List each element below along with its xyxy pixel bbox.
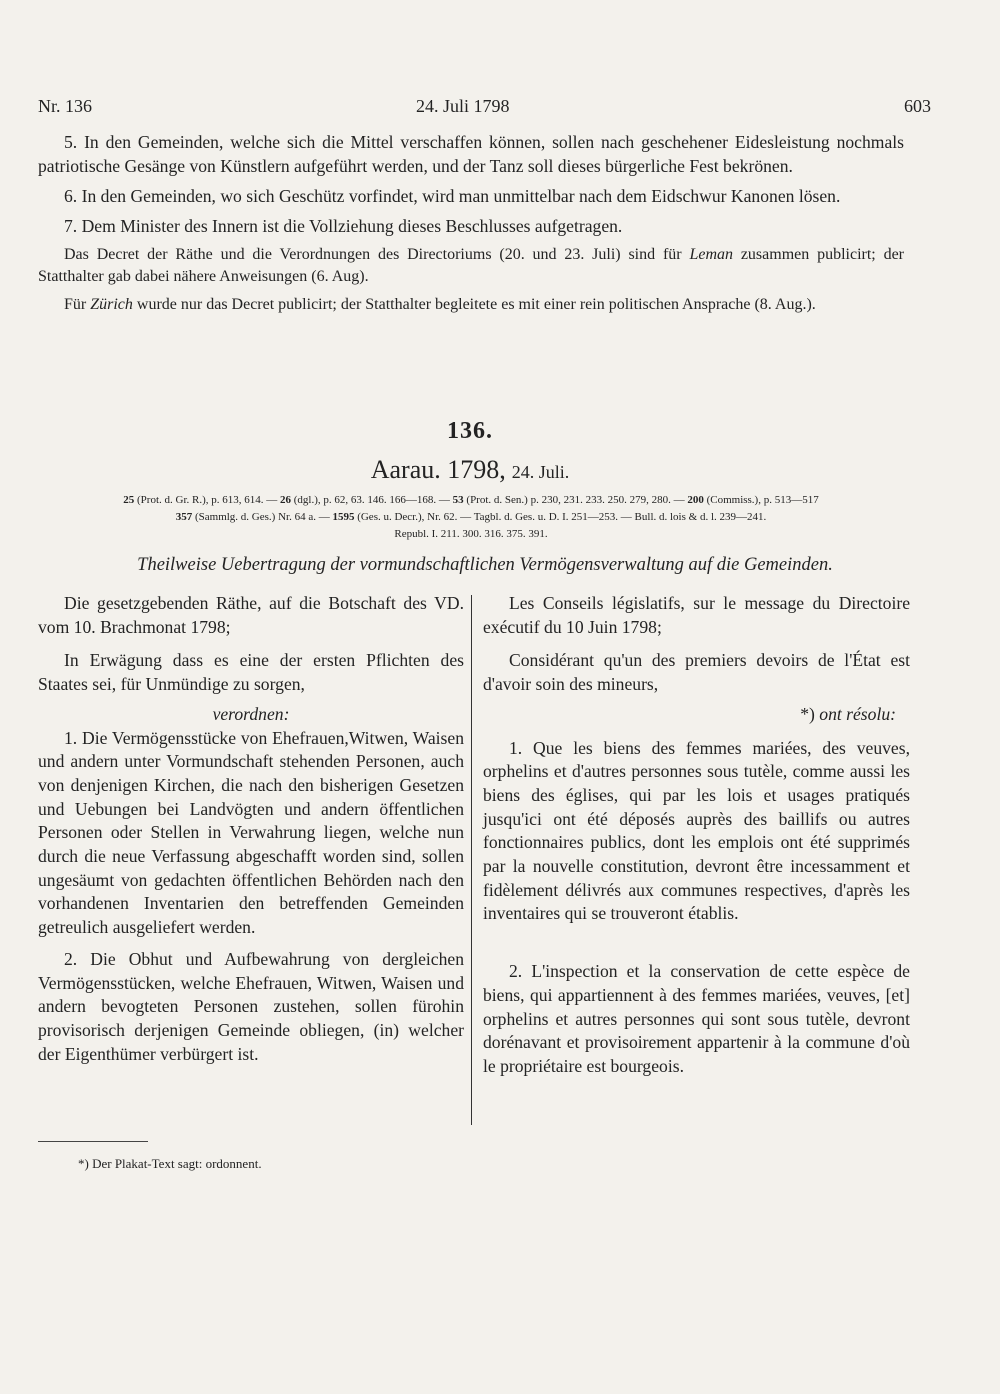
document-number: 136.	[447, 418, 493, 444]
note-place-emphasis: Leman	[689, 246, 733, 263]
document-day: 24. Juli.	[511, 462, 570, 482]
intro-paragraph-6: 6. In den Gemeinden, wo sich Geschütz vorfindet, wird man unmittelbar nach dem Eidschwur Kanonen lösen.	[64, 186, 841, 206]
source-volume: 200	[687, 494, 704, 506]
source-volume: 25	[123, 494, 135, 506]
source-volume: 357	[175, 511, 193, 523]
source-volume: 1595	[332, 511, 355, 523]
french-preamble: Les Conseils législatifs, sur le message du Directoire exécutif du 10 Juin 1798;	[483, 593, 910, 637]
note-text: Für	[64, 296, 91, 313]
source-text: (dgl.), p. 62, 63. 146. 166—168. —	[291, 494, 453, 506]
intro-paragraph-7: 7. Dem Minister des Innern ist die Vollziehung dieses Beschlusses aufgetragen.	[64, 216, 623, 236]
source-text: (Commiss.), p. 513—517	[703, 494, 819, 506]
french-article-2: 2. L'inspection et la conservation de cette espèce de biens, qui appartiennent à des femmes mariées, veuves, [et] orphelins et autres personnes qui sont sous tutèle, devront dorénavant et provisoirement appartenir à la commune d'où le propriétaire est bourgeois.	[483, 961, 910, 1076]
note-text: wurde nur das Decret publicirt; der Statthalter begleitete es mit einer rein politischen Ansprache (8. Aug.).	[132, 296, 816, 313]
german-column	[38, 592, 464, 1066]
source-text: (Prot. d. Sen.) p. 230, 231. 233. 250. 279, 280. —	[463, 494, 688, 506]
header-page-number: 603	[904, 96, 931, 116]
german-article-2: 2. Die Obhut und Aufbewahrung von dergleichen Vermögensstücken, welche Ehefrauen, Witwen, Waisen und andern bevogteten Personen zustehen, sollen fürohin provisorisch derjenigen Gemeinde obliegen, (in) welcher der Eigenthümer verbürgert ist.	[38, 948, 464, 1064]
column-divider	[471, 595, 472, 1125]
note-place-emphasis: Zürich	[90, 296, 133, 313]
footnote-rule	[38, 1141, 148, 1142]
german-considering: In Erwägung dass es eine der ersten Pflichten des Staates sei, für Unmündige zu sorgen,	[38, 650, 464, 695]
intro-note-zurich	[38, 294, 904, 316]
source-line-1	[36, 492, 906, 509]
intro-note-leman	[38, 244, 904, 288]
french-decree-verb	[483, 703, 910, 727]
header-date: 24. Juli 1798	[416, 96, 510, 116]
source-references	[36, 492, 906, 543]
footnote-marker: *)	[800, 703, 815, 724]
french-article-1: 1. Que les biens des femmes mariées, des veuves, orphelins et d'autres personnes sous tutèle, comme aussi les biens des églises, qui par les lois et usages pratiqués jusqu'ici ont été déposés auprès des baillifs ou autres fonctionnaires publics, dont les emplois ont été supprimés par la nouvelle constitution, devront être incessamment et fidèlement délivrés aux communes respectives, d'après les inventaires qui se trouveront établis.	[483, 737, 910, 924]
french-verb-text: ont résolu:	[819, 703, 896, 724]
source-volume: 53	[452, 494, 464, 506]
document-place: Aarau. 1798,	[370, 455, 506, 484]
note-text: zusammen publicirt; der Statthalter gab dabei nähere Anweisungen (6. Aug).	[38, 246, 904, 285]
document-subtitle: Theilweise Uebertragung der vormundschaftlichen Vermögensverwaltung auf die Gemeinden.	[137, 555, 833, 575]
source-line-2	[36, 509, 906, 526]
document-place-date	[0, 455, 940, 485]
german-verb-text: verordnen:	[212, 703, 290, 724]
german-article-1: 1. Die Vermögensstücke von Ehefrauen,Witwen, Waisen und andern unter Vormundschaft stehenden Personen, auch von denjenigen Kirchen, die nach den bisherigen Gesetzen und Uebungen bei Landvögten und andern öffentlichen Personen oder Stellen in Verwahrung liegen, welche nun durch die neue Verfassung abgeschafft worden sind, sollen ungesäumt von gedachten öffentlichen Behörden nach den vorhandenen Inventarien den betreffenden Gemeinden getreulich ausgeliefert werden.	[38, 727, 464, 938]
german-preamble: Die gesetzgebenden Räthe, auf die Botschaft des VD. vom 10. Brachmonat 1798;	[38, 593, 464, 637]
french-considering: Considérant qu'un des premiers devoirs de l'État est d'avoir soin des mineurs,	[483, 650, 910, 695]
note-text: Das Decret der Räthe und die Verordnungen des Directoriums (20. und 23. Juli) sind für	[64, 246, 690, 263]
source-text: (Prot. d. Gr. R.), p. 613, 614. —	[134, 494, 281, 506]
footnote: *) Der Plakat-Text sagt: ordonnent.	[78, 1156, 262, 1171]
source-line-3: Republ. I. 211. 300. 316. 375. 391.	[394, 528, 548, 540]
source-volume: 26	[280, 494, 292, 506]
intro-section	[38, 130, 904, 316]
source-text: (Ges. u. Decr.), Nr. 62. — Tagbl. d. Ges. u. D. I. 251—253. — Bull. d. lois & d. l. 239—241.	[354, 511, 767, 523]
german-decree-verb	[38, 703, 464, 727]
source-text: (Sammlg. d. Ges.) Nr. 64 a. —	[192, 511, 333, 523]
french-column	[483, 592, 910, 1079]
header-doc-number: Nr. 136	[38, 96, 92, 116]
intro-paragraph-5: 5. In den Gemeinden, welche sich die Mittel verschaffen können, sollen nach geschehener Eidesleistung nochmals patriotische Gesänge von Künstlern aufgeführt werden, und der Tanz soll dieses bürgerliche Fest bekrönen.	[38, 132, 904, 176]
